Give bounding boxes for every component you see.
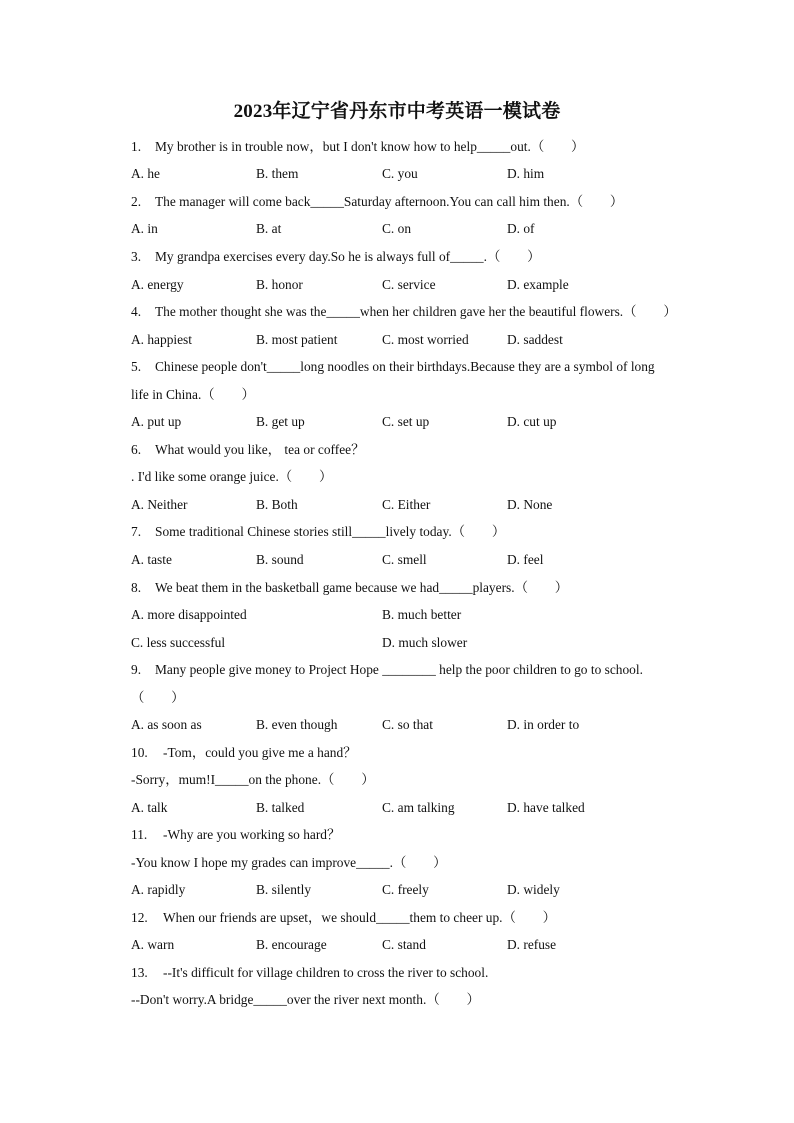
option-c[interactable]: C. set up [382, 414, 430, 429]
option-c[interactable]: C. on [382, 221, 412, 236]
question-number: 13. [131, 965, 148, 980]
option-c[interactable]: C. so that [382, 717, 433, 732]
question-5 [131, 357, 696, 377]
option-b[interactable]: B. most patient [256, 332, 338, 347]
option-b[interactable]: B. encourage [256, 937, 327, 952]
question-9 [131, 660, 696, 680]
question-9-continued [131, 688, 696, 708]
option-b[interactable]: B. silently [256, 882, 312, 897]
question-7 [131, 522, 696, 542]
option-d[interactable]: D. cut up [507, 414, 557, 429]
question-text: The manager will come back_____Saturday afternoon.You can call him then.（ ） [155, 194, 624, 209]
question-text: What would you like， tea or coffee？ [155, 442, 365, 457]
question-text: life in China.（ ） [131, 387, 255, 402]
question-number: 2. [131, 194, 142, 209]
question-10-continued [131, 770, 696, 790]
question-number: 3. [131, 249, 142, 264]
option-a[interactable]: A. he [131, 166, 161, 181]
question-text: Chinese people don't_____long noodles on their birthdays.Because they are a symbol of long [155, 359, 655, 374]
question-text: My brother is in trouble now，but I don't know how to help_____out.（ ） [155, 139, 585, 154]
option-a[interactable]: A. taste [131, 552, 172, 567]
question-10 [131, 743, 696, 763]
question-6-continued [131, 467, 696, 487]
question-11-continued [131, 853, 696, 873]
question-number: 8. [131, 580, 142, 595]
option-a[interactable]: A. Neither [131, 497, 188, 512]
option-d[interactable]: D. him [507, 166, 545, 181]
question-text: . I'd like some orange juice.（ ） [131, 469, 333, 484]
option-a[interactable]: A. put up [131, 414, 182, 429]
question-number: 5. [131, 359, 142, 374]
question-12 [131, 908, 696, 928]
question-number: 1. [131, 139, 142, 154]
question-5-continued [131, 385, 696, 405]
option-b[interactable]: B. get up [256, 414, 305, 429]
question-13 [131, 963, 696, 983]
option-d[interactable]: D. refuse [507, 937, 557, 952]
question-number: 9. [131, 662, 142, 677]
question-text: When our friends are upset，we should_____them to cheer up.（ ） [163, 910, 557, 925]
option-c[interactable]: C. you [382, 166, 418, 181]
question-text: Many people give money to Project Hope ________ help the poor children to go to school. [155, 662, 643, 677]
option-d[interactable]: D. saddest [507, 332, 563, 347]
option-d[interactable]: D. widely [507, 882, 560, 897]
option-c[interactable]: C. stand [382, 937, 426, 952]
option-c[interactable]: C. freely [382, 882, 429, 897]
option-b[interactable]: B. Both [256, 497, 298, 512]
option-c[interactable]: C. service [382, 277, 436, 292]
option-d[interactable]: D. of [507, 221, 535, 236]
question-number: 7. [131, 524, 142, 539]
option-c[interactable]: C. Either [382, 497, 431, 512]
option-b[interactable]: B. even though [256, 717, 338, 732]
question-text: -Sorry，mum!I_____on the phone.（ ） [131, 772, 375, 787]
option-a[interactable]: A. talk [131, 800, 168, 815]
question-text: -You know I hope my grades can improve_____.（ ） [131, 855, 447, 870]
question-number: 12. [131, 910, 148, 925]
option-d[interactable]: D. have talked [507, 800, 585, 815]
option-d[interactable]: D. example [507, 277, 569, 292]
question-3 [131, 247, 696, 267]
option-c[interactable]: C. am talking [382, 800, 455, 815]
question-text: Some traditional Chinese stories still_____lively today.（ ） [155, 524, 506, 539]
option-d[interactable]: D. in order to [507, 717, 580, 732]
option-b[interactable]: B. talked [256, 800, 305, 815]
question-number: 6. [131, 442, 142, 457]
question-1 [131, 137, 696, 157]
option-b[interactable]: B. at [256, 221, 282, 236]
option-a[interactable]: A. as soon as [131, 717, 202, 732]
option-d[interactable]: D. feel [507, 552, 544, 567]
question-text: -Why are you working so hard？ [163, 827, 341, 842]
option-d[interactable]: D. much slower [382, 635, 468, 650]
option-a[interactable]: A. energy [131, 277, 184, 292]
question-11 [131, 825, 696, 845]
question-number: 10. [131, 745, 148, 760]
option-a[interactable]: A. rapidly [131, 882, 186, 897]
question-text: （ ） [131, 690, 185, 705]
question-8 [131, 578, 696, 598]
option-b[interactable]: B. much better [382, 607, 462, 622]
option-a[interactable]: A. more disappointed [131, 607, 247, 622]
question-2 [131, 192, 696, 212]
option-c[interactable]: C. less successful [131, 635, 226, 650]
question-number: 11. [131, 827, 148, 842]
question-number: 4. [131, 304, 142, 319]
question-text: --It's difficult for village children to cross the river to school. [163, 965, 489, 980]
question-13-continued [131, 990, 696, 1010]
question-text: My grandpa exercises every day.So he is always full of_____.（ ） [155, 249, 541, 264]
question-4 [131, 302, 696, 322]
option-d[interactable]: D. None [507, 497, 553, 512]
question-text: We beat them in the basketball game because we had_____players.（ ） [155, 580, 569, 595]
option-c[interactable]: C. most worried [382, 332, 469, 347]
option-a[interactable]: A. warn [131, 937, 175, 952]
question-6 [131, 440, 696, 460]
option-b[interactable]: B. them [256, 166, 299, 181]
option-a[interactable]: A. happiest [131, 332, 192, 347]
option-c[interactable]: C. smell [382, 552, 427, 567]
page-title: 2023年辽宁省丹东市中考英语一模试卷 [233, 101, 561, 122]
question-text: The mother thought she was the_____when her children gave her the beautiful flowers.（ ） [155, 304, 677, 319]
option-b[interactable]: B. honor [256, 277, 303, 292]
question-text: --Don't worry.A bridge_____over the river next month.（ ） [131, 992, 480, 1007]
question-text: -Tom，could you give me a hand？ [163, 745, 357, 760]
option-b[interactable]: B. sound [256, 552, 304, 567]
option-a[interactable]: A. in [131, 221, 158, 236]
